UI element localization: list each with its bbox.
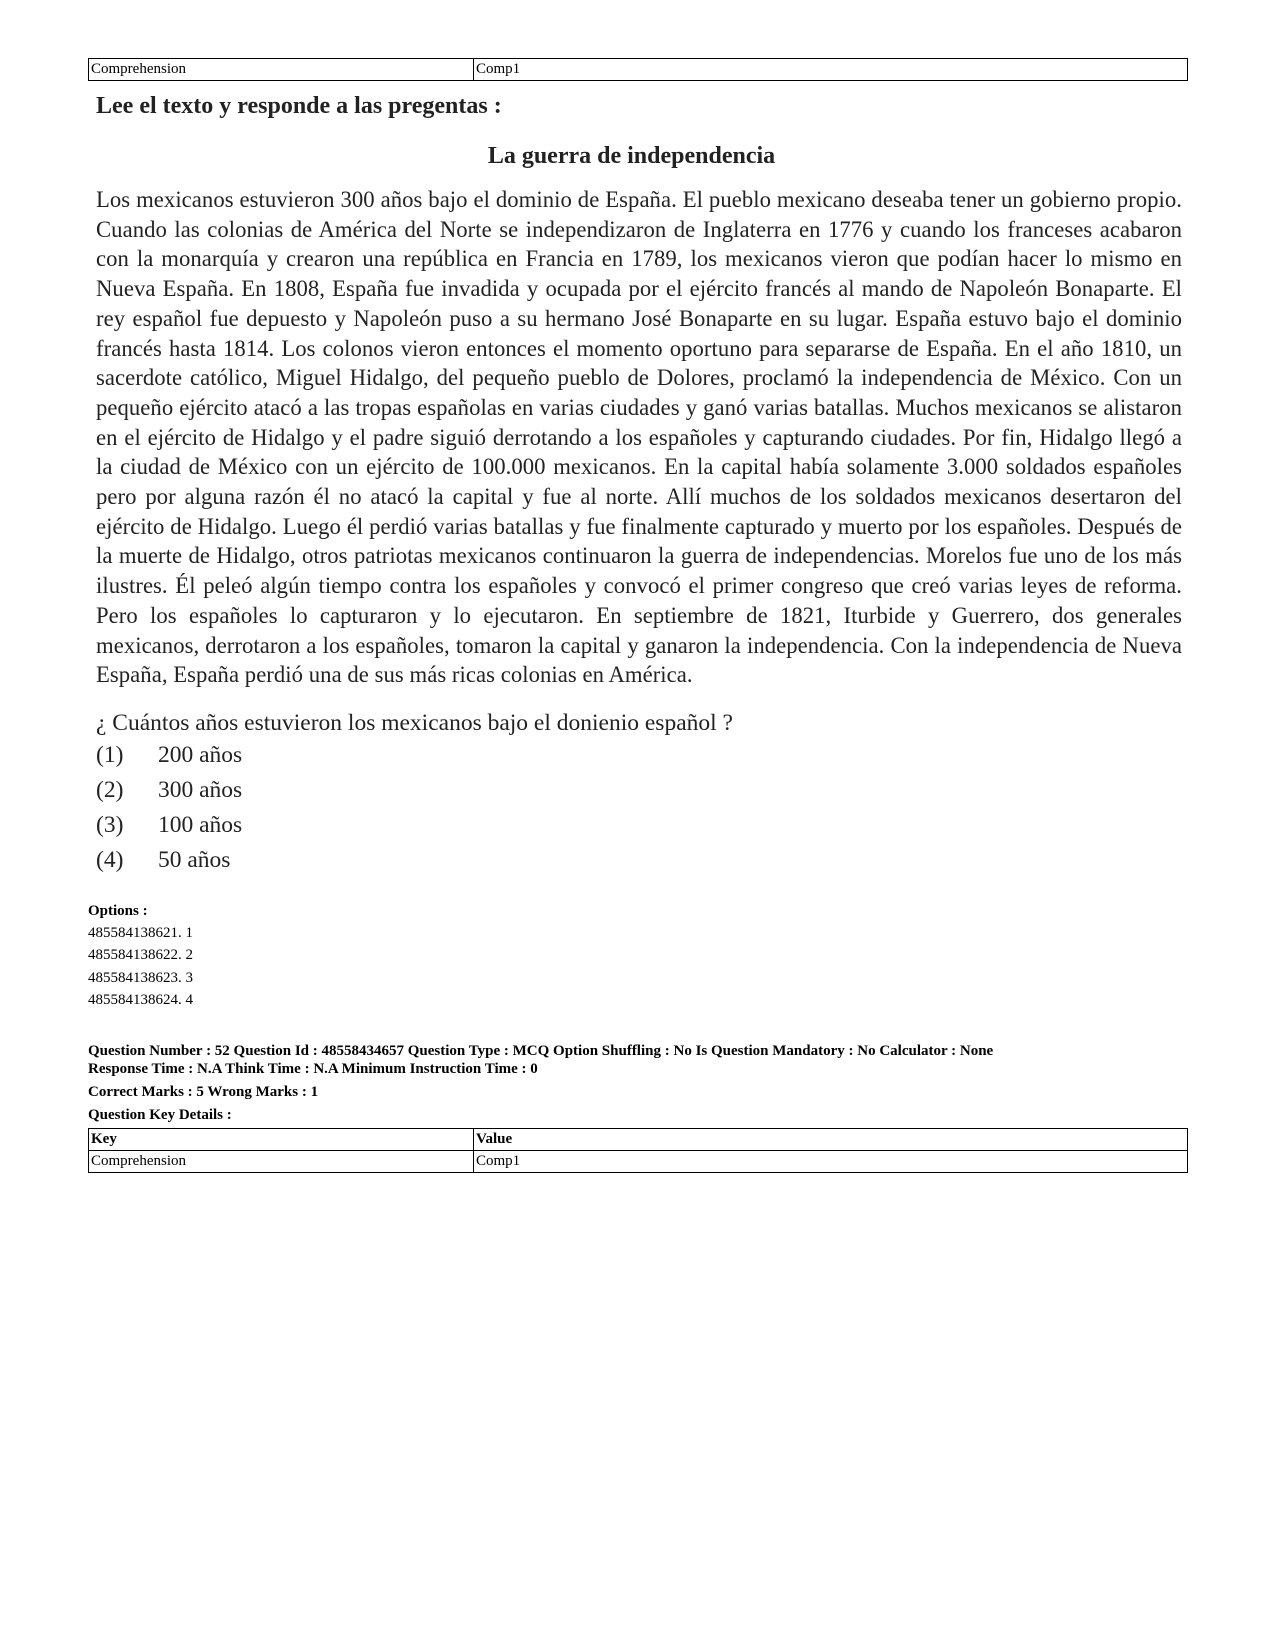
choice-label: 200 años [158,741,243,768]
choice-list [96,738,1187,878]
table-header-key: Key [89,1128,474,1150]
table-row [89,59,1188,81]
choice-label: 50 años [158,846,231,873]
choice-number: (3) [96,811,124,838]
table-cell-value: Comp1 [474,59,1188,81]
option-item: 485584138624. 4 [88,992,193,1009]
option-item: 485584138622. 2 [88,947,193,964]
choice-item [96,843,1187,878]
key-details-heading: Question Key Details : [88,1106,232,1123]
option-item: 485584138623. 3 [88,969,193,986]
table-row [89,1150,1188,1172]
marks-line: Correct Marks : 5 Wrong Marks : 1 [88,1083,319,1100]
passage-instruction: Lee el texto y responde a las pregentas : [96,93,502,119]
choice-item [96,773,1187,808]
choice-label: 100 años [158,811,243,838]
question-info [88,1042,1187,1078]
question-image [88,91,1187,878]
document-page [88,58,1187,1173]
table-cell-value: Comp1 [474,1150,1188,1172]
choice-label: 300 años [158,776,243,803]
choice-number: (4) [96,846,124,873]
passage-title: La guerra de independencia [487,143,776,169]
question-info-line: Question Number : 52 Question Id : 48558434657 Question Type : MCQ Option Shuffling : No Is Question Mandatory : No Calculator : None [88,1042,994,1059]
question-text: ¿ Cuántos años estuvieron los mexicanos bajo el donienio español ? [96,709,733,736]
choice-item [96,738,1187,773]
choice-number: (2) [96,776,124,803]
table-cell-key: Comprehension [89,1150,474,1172]
table-header-row [89,1128,1188,1150]
options-section [88,900,1187,1012]
top-key-value-table [88,58,1188,81]
table-header-value: Value [474,1128,1188,1150]
option-item: 485584138621. 1 [88,924,193,941]
passage-text: Los mexicanos estuvieron 300 años bajo el dominio de España. El pueblo mexicano deseaba tener un gobierno propio. Cuando las colonias de América del Norte se independizaron de Inglaterra en 1776 y cuando los franceses acabaron con la monarquía y crearon una república en Francia en 1789, los mexicanos vieron que podían hacer lo mismo en Nueva España. En 1808, España fue invadida y ocupada por el ejército francés al mando de Napoleón Bonaparte. El rey español fue depuesto y Napoleón puso a su hermano José Bonaparte en su lugar. España estuvo bajo el dominio francés hasta 1814. Los colonos vieron entonces el momento oportuno para separarse de España. En el año 1810, un sacerdote católico, Miguel Hidalgo, del pequeño pueblo de Dolores, proclamó la independencia de México. Con un pequeño ejército atacó a las tropas españolas en varias ciudades y ganó varias batallas. Muchos mexicanos se alistaron en el ejército de Hidalgo y el padre siguió derrotando a los españoles y capturando ciudades. Por fin, Hidalgo llegó a la ciudad de México con un ejército de 100.000 mexicanos. En la capital había solamente 3.000 soldados españoles pero por alguna razón él no atacó la capital y fue al norte. Allí muchos de los soldados mexicanos desertaron del ejército de Hidalgo. Luego él perdió varias batallas y fue finalmente capturado y muerto por los españoles. Después de la muerte de Hidalgo, otros patriotas mexicanos continuaron la guerra de independencias. Morelos fue uno de los más ilustres. Él peleó algún tiempo contra los españoles y convocó el primer congreso que creó varias leyes de reforma. Pero los españoles lo capturaron y lo ejecutaron. En septiembre de 1821, Iturbide y Guerrero, dos generales mexicanos, derrotaron a los españoles, tomaron la capital y ganaron la independencia. Con la independencia de Nueva España, España perdió una de sus más ricas colonias en América. [96,187,1182,688]
choice-number: (1) [96,741,124,768]
question-timing-line: Response Time : N.A Think Time : N.A Minimum Instruction Time : 0 [88,1060,538,1077]
key-details-table [88,1128,1188,1173]
table-cell-key: Comprehension [89,59,474,81]
choice-item [96,808,1187,843]
options-heading: Options : [88,902,148,919]
